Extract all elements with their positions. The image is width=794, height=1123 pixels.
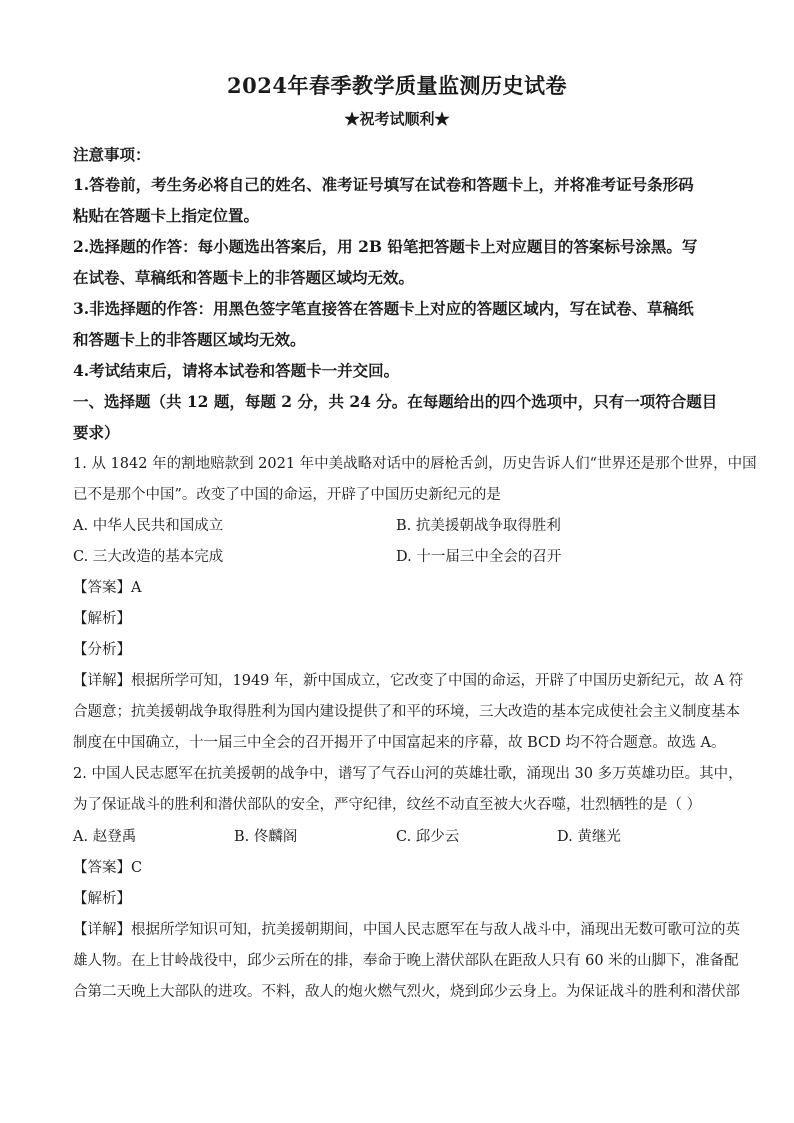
notice-line: 粘贴在答题卡上指定位置。 xyxy=(73,206,260,225)
question-stem: 为了保证战斗的胜利和潜伏部队的安全，严守纪律，纹丝不动直至被大火吞噬，壮烈牺牲的是（ ） xyxy=(73,797,702,813)
question-stem: 2. 中国人民志愿军在抗美援朝的战争中，谱写了气吞山河的英雄壮歌，涌现出 30 多万英雄功臣。其中， xyxy=(73,766,743,782)
notice-heading: 注意事项： xyxy=(73,145,151,164)
notice-line: 和答题卡上的非答题区域均无效。 xyxy=(73,330,306,349)
q2-option-c: C. 邱少云 xyxy=(396,829,460,845)
question-stem: 1. 从 1842 年的割地赔款到 2021 年中美战略对话中的唇枪舌剑，历史告诉人们“世界还是那个世界，中国 xyxy=(73,456,757,472)
notice-line: 在试卷、草稿纸和答题卡上的非答题区域均无效。 xyxy=(73,268,415,287)
q1-option-b: B. 抗美援朝战争取得胜利 xyxy=(396,518,561,534)
q2-detail: 雄人物。在上甘岭战役中，邱少云所在的排，奉命于晚上潜伏部队在距敌人只有 60 米的山脚下，准备配 xyxy=(73,953,739,969)
q1-detail: 制度在中国确立，十一届三中全会的召开揭开了中国富起来的序幕，故 BCD 均不符合题意。故选 A。 xyxy=(73,735,726,751)
notice-line: 3.非选择题的作答：用黑色签字笔直接答在答题卡上对应的答题区域内，写在试卷、草稿纸 xyxy=(73,299,694,318)
q2-answer: 【答案】C xyxy=(73,860,143,876)
notice-line: 4.考试结束后，请将本试卷和答题卡一并交回。 xyxy=(73,361,400,380)
q2-detail: 【详解】根据所学知识可知，抗美援朝期间，中国人民志愿军在与敌人战斗中，涌现出无数可歌可泣的英 xyxy=(73,922,740,938)
q1-detail: 【详解】根据所学可知，1949 年，新中国成立，它改变了中国的命运，开辟了中国历史新纪元，故 A 符 xyxy=(73,673,744,689)
q2-option-b: B. 佟麟阁 xyxy=(234,829,298,845)
page-subtitle: ★祝考试顺利★ xyxy=(344,110,450,128)
q1-answer: 【答案】A xyxy=(73,580,142,596)
q2-option-a: A. 赵登禹 xyxy=(73,829,137,845)
q1-analysis: 【解析】 xyxy=(73,611,131,627)
q2-option-d: D. 黄继光 xyxy=(557,829,621,845)
q1-detail: 合题意；抗美援朝战争取得胜利为国内建设提供了和平的环境，三大改造的基本完成使社会主义制度基本 xyxy=(73,704,740,720)
section-heading: 一、选择题（共 12 题，每题 2 分，共 24 分。在每题给出的四个选项中，只有一项符合题目 xyxy=(73,392,718,411)
q2-analysis: 【解析】 xyxy=(73,891,131,907)
notice-line: 1.答卷前，考生务必将自己的姓名、准考证号填写在试卷和答题卡上，并将准考证号条形码 xyxy=(73,175,694,194)
q2-detail: 合第二天晚上大部队的进攻。不料，敌人的炮火燃气烈火，烧到邱少云身上。为保证战斗的胜利和潜伏部 xyxy=(73,984,740,1000)
q1-option-c: C. 三大改造的基本完成 xyxy=(73,549,224,565)
question-stem: 已不是那个中国”。改变了中国的命运，开辟了中国历史新纪元的是 xyxy=(73,487,501,503)
q1-breakdown: 【分析】 xyxy=(73,642,131,658)
q1-option-d: D. 十一届三中全会的召开 xyxy=(396,549,562,565)
page-title: 2024年春季教学质量监测历史试卷 xyxy=(227,73,567,98)
section-heading-cont: 要求） xyxy=(73,423,120,442)
q1-option-a: A. 中华人民共和国成立 xyxy=(73,518,224,534)
notice-line: 2.选择题的作答：每小题选出答案后，用 2B 铅笔把答题卡上对应题目的答案标号涂黑。写 xyxy=(73,237,698,256)
